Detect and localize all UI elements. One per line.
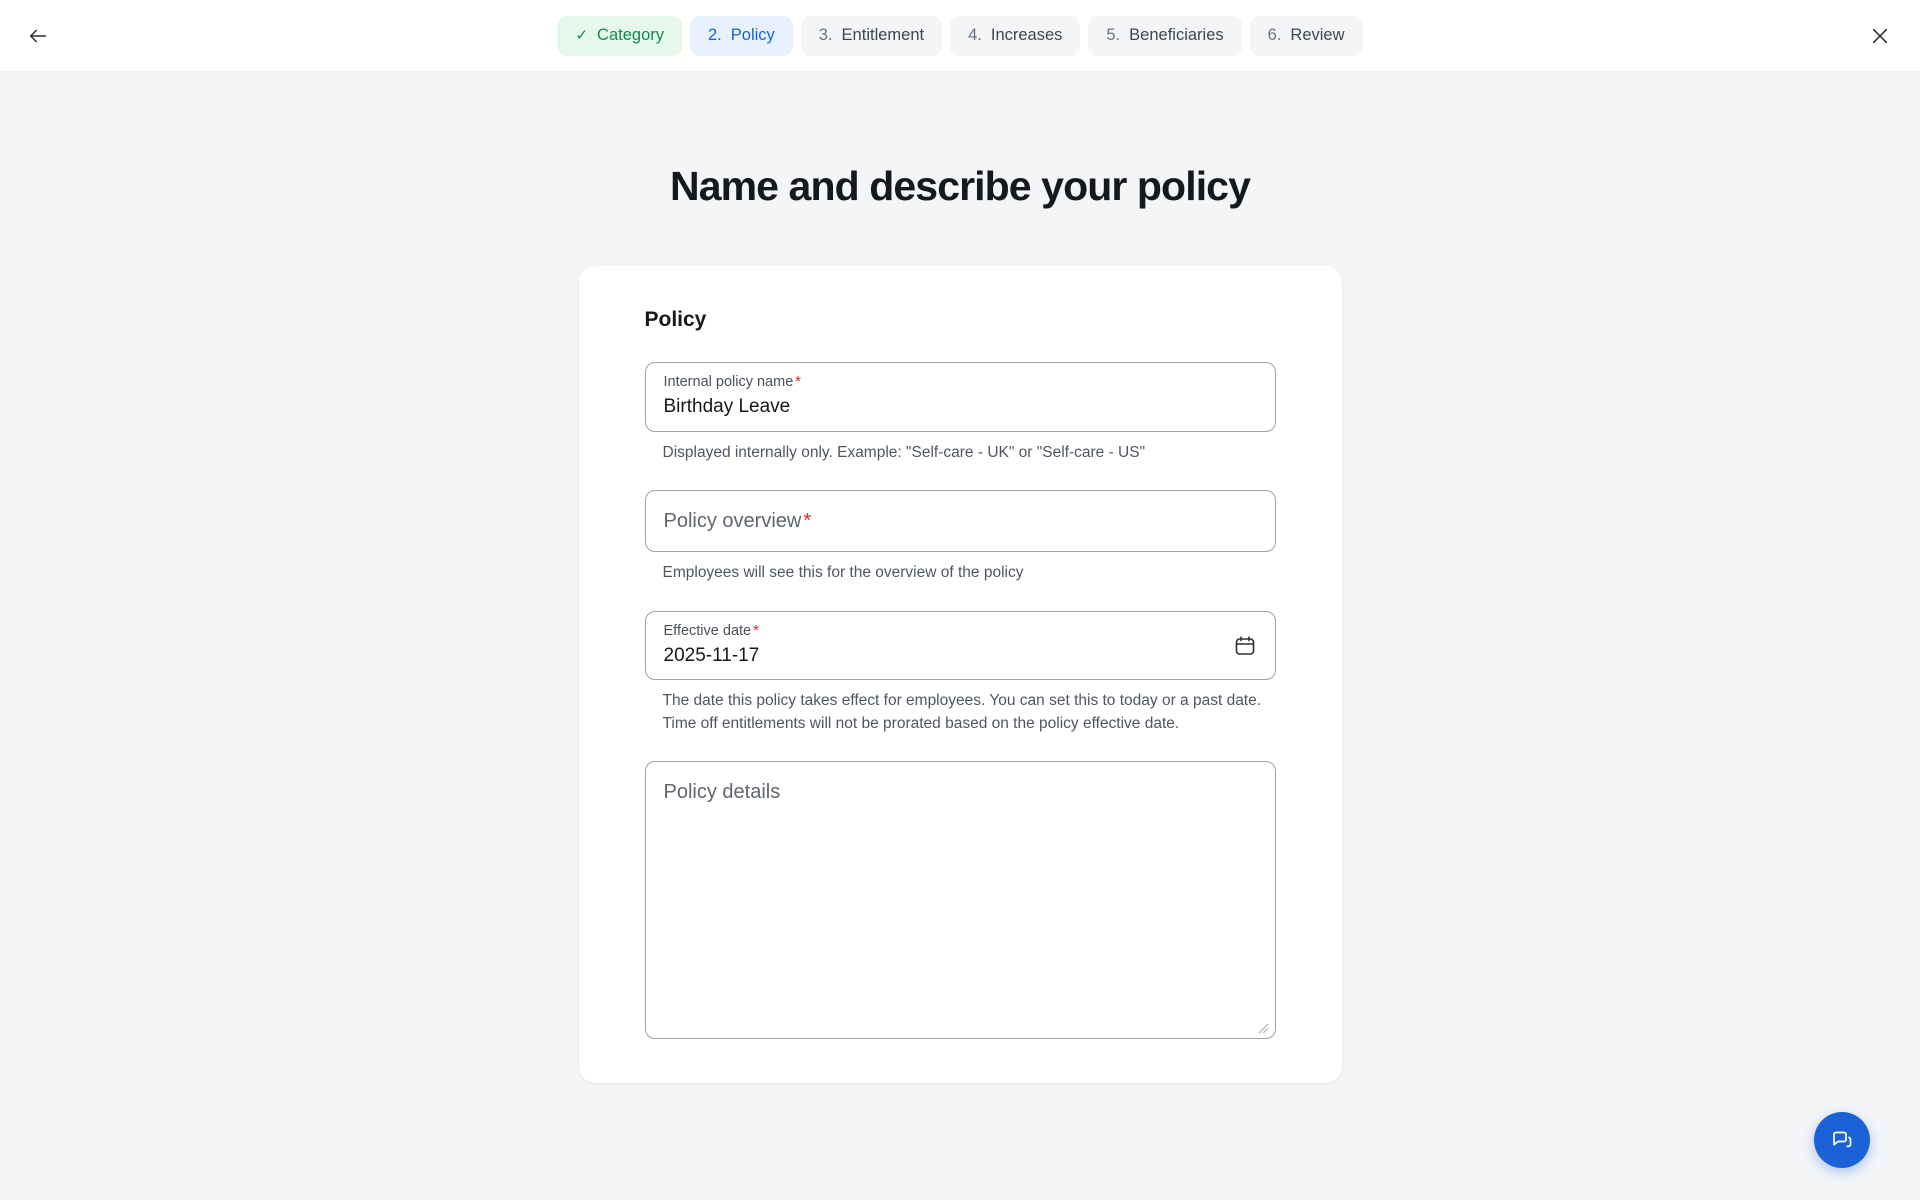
page-title: Name and describe your policy [670, 163, 1250, 209]
arrow-left-icon [27, 25, 49, 47]
internal-policy-name-label-text: Internal policy name [663, 374, 794, 390]
field-policy-details [645, 761, 1276, 1039]
field-effective-date [645, 611, 1276, 736]
internal-policy-name-label [664, 375, 1259, 391]
field-internal-policy-name [645, 362, 1276, 464]
wizard-step-policy[interactable] [690, 16, 793, 56]
resize-handle-icon[interactable] [1255, 1020, 1269, 1034]
wizard-page [0, 72, 1920, 1200]
close-icon [1869, 25, 1891, 47]
policy-overview-placeholder [664, 509, 1259, 533]
effective-date-value: 2025-11-17 [663, 644, 760, 666]
wizard-step-label: Entitlement [841, 26, 925, 44]
wizard-step-beneficiaries[interactable] [1088, 16, 1241, 56]
wizard-step-label: Policy [730, 26, 775, 44]
required-marker: * [753, 622, 759, 639]
wizard-step-entitlement[interactable] [801, 16, 942, 56]
wizard-step-label: Category [597, 26, 664, 44]
wizard-step-number: 2. [708, 26, 722, 44]
wizard-step-label: Beneficiaries [1129, 26, 1224, 44]
internal-policy-name-helper: Displayed internally only. Example: "Self-care - UK" or "Self-care - US" [662, 443, 1146, 461]
field-policy-overview [645, 490, 1276, 584]
effective-date-helper: The date this policy takes effect for employees. You can set this to today or a past date. Time off entitlements will not be prorated based on the policy effective date. [662, 692, 1262, 732]
required-marker: * [795, 374, 801, 390]
wizard-step-number: 6. [1267, 26, 1282, 44]
internal-policy-name-value: Birthday Leave [663, 395, 791, 417]
wizard-step-list [557, 16, 1362, 56]
wizard-step-number: 5. [1106, 26, 1121, 44]
wizard-step-review[interactable] [1250, 16, 1363, 56]
calendar-icon[interactable] [1233, 634, 1257, 658]
check-icon: ✓ [575, 27, 589, 44]
policy-form-card [579, 266, 1342, 1083]
wizard-step-increases[interactable] [950, 16, 1080, 56]
effective-date-label [664, 624, 1259, 640]
chat-help-icon [1830, 1128, 1854, 1152]
back-button[interactable] [20, 18, 56, 54]
internal-policy-name-input[interactable] [645, 362, 1276, 432]
close-button[interactable] [1862, 18, 1898, 54]
effective-date-label-text: Effective date [663, 622, 752, 639]
card-heading: Policy [644, 308, 707, 331]
wizard-step-number: 3. [818, 26, 833, 44]
policy-details-textarea[interactable] [645, 761, 1276, 1039]
policy-overview-placeholder-text: Policy overview [663, 510, 802, 533]
wizard-step-category[interactable] [557, 16, 682, 56]
wizard-step-label: Review [1290, 26, 1345, 44]
wizard-step-number: 4. [968, 26, 982, 44]
wizard-topbar [0, 0, 1920, 72]
wizard-step-label: Increases [990, 26, 1063, 44]
required-marker: * [803, 510, 812, 533]
policy-overview-helper: Employees will see this for the overview of the policy [662, 564, 1024, 582]
effective-date-input[interactable] [645, 611, 1276, 681]
policy-overview-input[interactable] [645, 490, 1276, 552]
policy-details-placeholder: Policy details [663, 781, 781, 804]
help-chat-button[interactable] [1814, 1112, 1870, 1168]
